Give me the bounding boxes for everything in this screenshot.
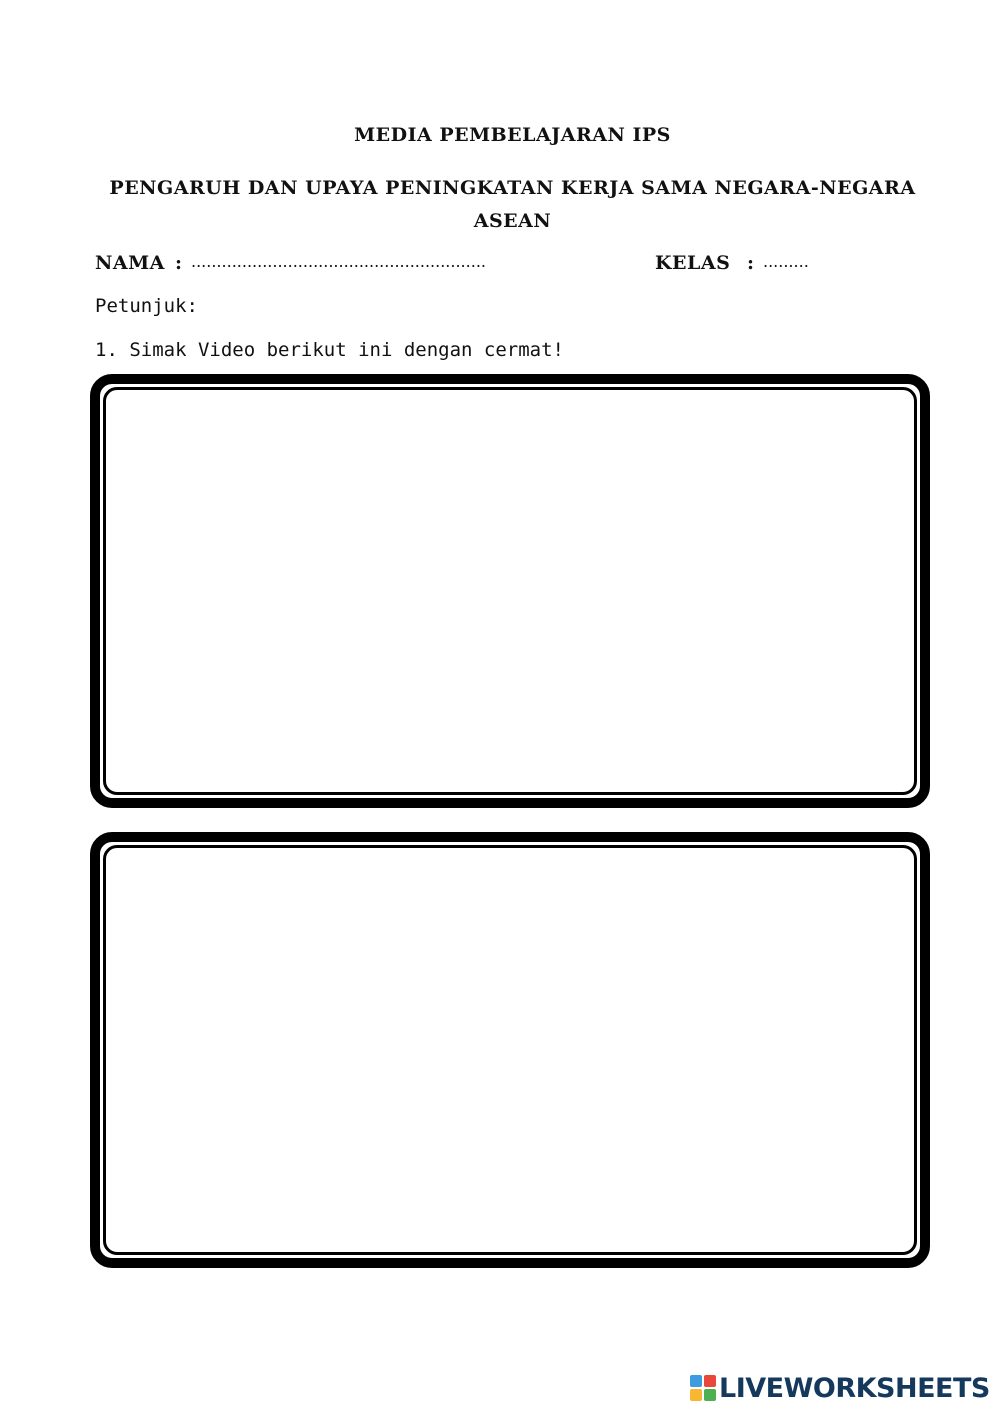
liveworksheets-brand [690,1372,990,1404]
video-frame-1[interactable] [90,374,930,808]
class-separator: : [747,252,755,274]
video-frame-2-inner-border [103,845,917,1255]
liveworksheets-logo-icon [690,1375,716,1401]
instructions-heading: Petunjuk: [95,295,198,317]
worksheet-title: MEDIA PEMBELAJARAN IPS [354,124,671,146]
instruction-item-1: 1. Simak Video berikut ini dengan cermat! [95,339,564,361]
brand-text: LIVEWORKSHEETS [719,1372,990,1404]
worksheet-subtitle [95,172,930,238]
subtitle-line-1: PENGARUH DAN UPAYA PENINGKATAN KERJA SAMA NEGARA-NEGARA [109,177,916,199]
student-info-row [95,252,930,280]
name-blank-field[interactable]: .......................................................... [191,252,486,271]
subtitle-line-2: ASEAN [473,210,552,232]
class-label: KELAS [655,252,731,274]
name-label: NAMA [95,252,165,274]
name-separator: : [175,252,183,274]
class-blank-field[interactable]: ......... [763,252,809,271]
video-frame-2[interactable] [90,832,930,1268]
video-frame-1-inner-border [103,387,917,795]
